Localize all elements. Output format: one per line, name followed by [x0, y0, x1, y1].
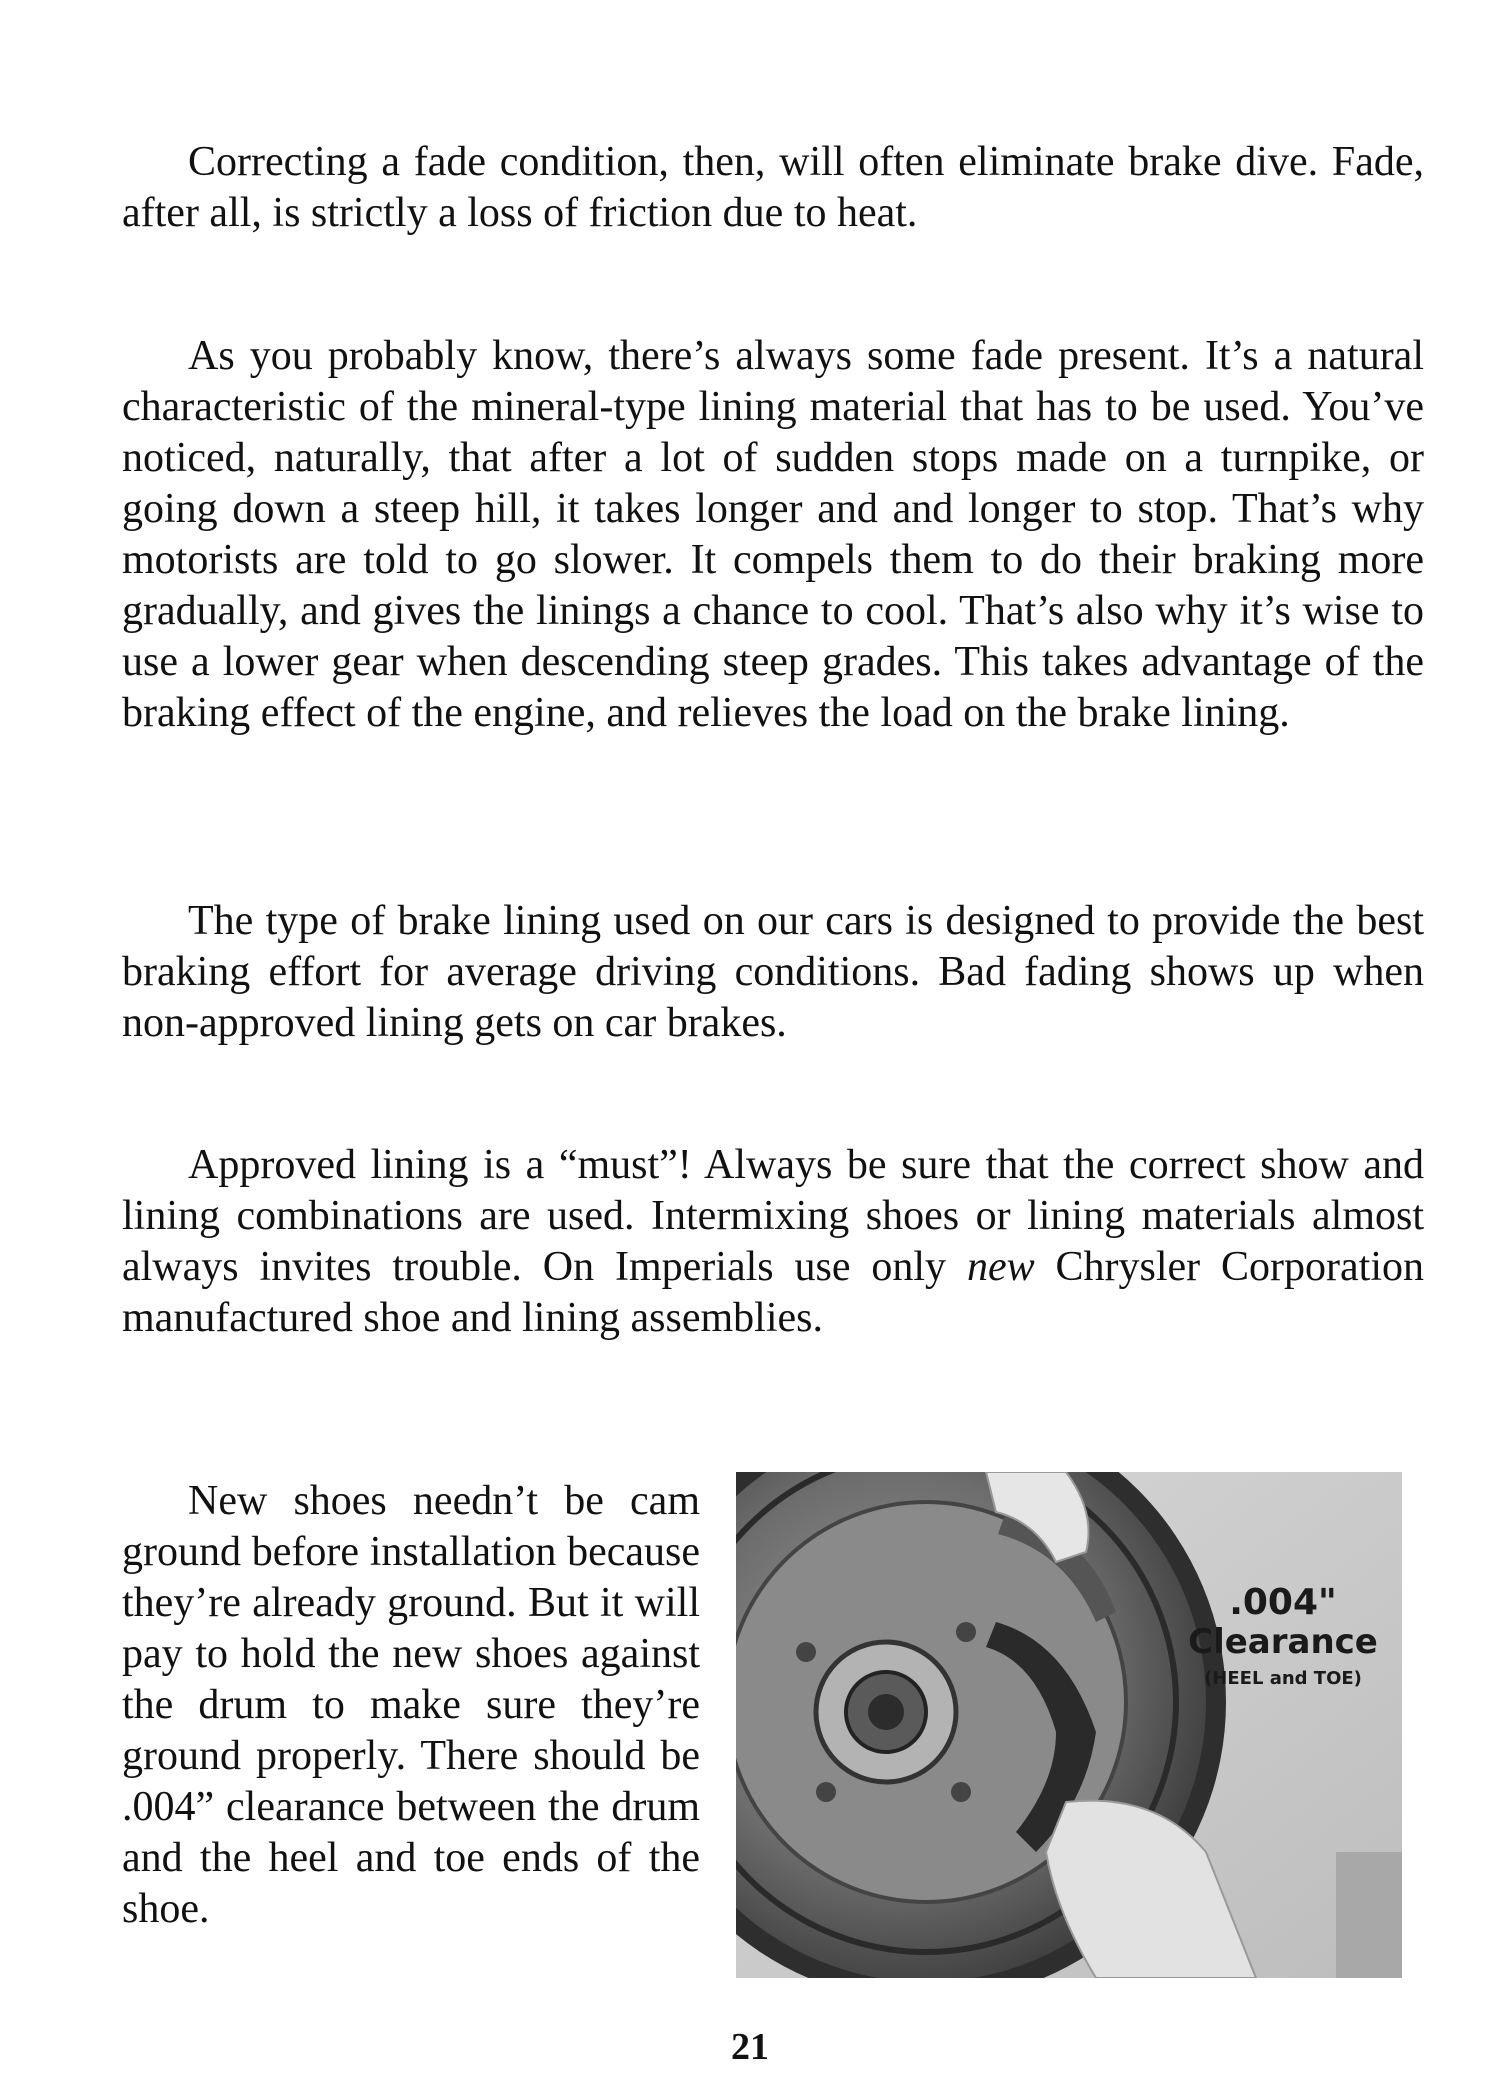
clearance-value-label: .004" — [1229, 1582, 1337, 1623]
clearance-label: Clearance — [1188, 1622, 1378, 1662]
paragraph-lining-type: The type of brake lining used on our cars is designed to provide the best braking effort for average driving conditions. Bad fading shows up when non-approved lining gets on car brakes. — [122, 898, 1424, 1046]
paragraph-new-shoes: New shoes needn’t be cam ground before installation because they’re already ground. But it will pay to hold the new shoes against the drum to make sure they’re ground properly. There should be .004” clearance between the drum and the heel and toe ends of the shoe. — [122, 1478, 700, 1932]
page-number: 21 — [731, 2026, 769, 2068]
emphasis-new: new — [966, 1244, 1035, 1290]
approved-lining-text-start: Approved lining is a “must”! Always be sure that the correct show and lining combinations are used. Intermixing shoes or lining materials almost always invites trouble. On Imperials use only — [122, 1142, 1424, 1290]
paragraph-fade-present: As you probably know, there’s always some fade present. It’s a natural characteristic of the mineral-type lining material that has to be used. You’ve noticed, naturally, that after a lot of sudden stops made on a turnpike, or going down a steep hill, it takes longer and and longer to stop. That’s why motorists are told to go slower. It compels them to do their braking more gradually, and gives the linings a chance to cool. That’s also why it’s wise to use a lower gear when descending steep grades. This takes advantage of the braking effect of the engine, and relieves the load on the brake lining. — [122, 333, 1424, 736]
brake-drum-illustration — [736, 1472, 1402, 1978]
approved-lining-text-end: Chrysler Corporation manufactured shoe and lining assemblies. — [122, 1244, 1425, 1341]
heel-toe-label: (HEEL and TOE) — [1204, 1668, 1362, 1689]
paragraph-approved-lining — [122, 1140, 1424, 1344]
brake-drum-photo — [736, 1472, 1402, 1978]
paragraph-fade-condition: Correcting a fade condition, then, will often eliminate brake dive. Fade, after all, is strictly a loss of friction due to heat. — [122, 139, 1424, 236]
